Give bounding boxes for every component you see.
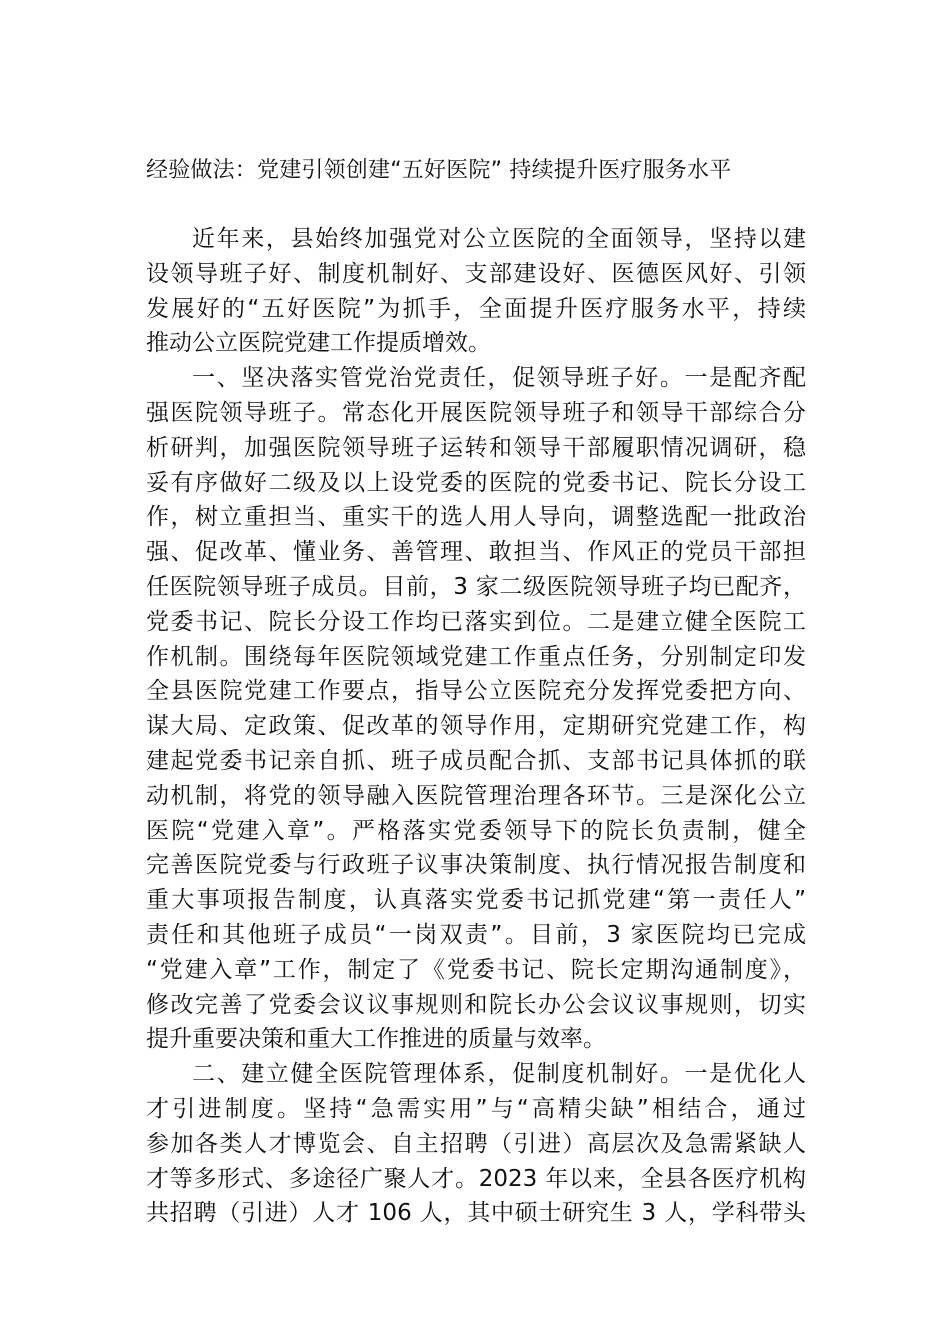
text-line: 医院“党建入章”。严格落实党委领导下的院长负责制，健全 bbox=[146, 817, 806, 844]
text-line: 发展好的“五好医院”为抓手，全面提升医疗服务水平，持续 bbox=[146, 295, 806, 322]
text-line: 参加各类人才博览会、自主招聘（引进）高层次及急需紧缺人 bbox=[146, 1130, 806, 1157]
document-body bbox=[146, 222, 806, 1231]
text-line: 责任和其他班子成员“一岗双责”。目前，3 家医院均已完成 bbox=[146, 921, 806, 948]
text-line: 党委书记、院长分设工作均已落实到位。二是建立健全医院工 bbox=[146, 608, 806, 635]
document-title: 经验做法：党建引领创建“五好医院” 持续提升医疗服务水平 bbox=[146, 158, 732, 183]
text-line: 完善医院党委与行政班子议事决策制度、执行情况报告制度和 bbox=[146, 852, 806, 879]
text-line: 作，树立重担当、重实干的选人用人导向，调整选配一批政治 bbox=[146, 504, 806, 531]
text-line: 全县医院党建工作要点，指导公立医院充分发挥党委把方向、 bbox=[146, 678, 806, 705]
text-line: 强、促改革、懂业务、善管理、敢担当、作风正的党员干部担 bbox=[146, 539, 806, 566]
text-line: 强医院领导班子。常态化开展医院领导班子和领导干部综合分 bbox=[146, 399, 806, 426]
text-line: 近年来，县始终加强党对公立医院的全面领导，坚持以建 bbox=[192, 226, 806, 252]
text-line: 才等多形式、多途径广聚人才。2023 年以来，全县各医疗机构 bbox=[146, 1165, 806, 1192]
text-line: 才引进制度。坚持“急需实用”与“高精尖缺”相结合，通过 bbox=[146, 1095, 806, 1122]
text-line: “党建入章”工作，制定了《党委书记、院长定期沟通制度》， bbox=[146, 956, 806, 983]
text-line: 任医院领导班子成员。目前，3 家二级医院领导班子均已配齐， bbox=[146, 573, 806, 600]
text-line: 动机制，将党的领导融入医院管理治理各环节。三是深化公立 bbox=[146, 782, 806, 809]
text-line: 提升重要决策和重大工作推进的质量与效率。 bbox=[146, 1026, 606, 1053]
text-line: 谋大局、定政策、促改革的领导作用，定期研究党建工作，构 bbox=[146, 713, 806, 740]
text-line: 作机制。围绕每年医院领域党建工作重点任务，分别制定印发 bbox=[146, 643, 806, 670]
text-line: 二、建立健全医院管理体系，促制度机制好。一是优化人 bbox=[192, 1061, 806, 1088]
text-line: 修改完善了党委会议议事规则和院长办公会议议事规则，切实 bbox=[146, 991, 806, 1018]
text-line: 推动公立医院党建工作提质增效。 bbox=[146, 330, 491, 357]
text-line: 设领导班子好、制度机制好、支部建设好、医德医风好、引领 bbox=[146, 260, 806, 287]
text-line: 妥有序做好二级及以上设党委的医院的党委书记、院长分设工 bbox=[146, 469, 806, 496]
text-line: 析研判，加强医院领导班子运转和领导干部履职情况调研，稳 bbox=[146, 434, 806, 461]
text-line: 一、坚决落实管党治党责任，促领导班子好。一是配齐配 bbox=[192, 365, 806, 392]
text-line: 建起党委书记亲自抓、班子成员配合抓、支部书记具体抓的联 bbox=[146, 747, 806, 774]
text-line: 共招聘（引进）人才 106 人，其中硕士研究生 3 人，学科带头 bbox=[146, 1200, 806, 1227]
text-line: 重大事项报告制度，认真落实党委书记抓党建“第一责任人” bbox=[146, 887, 806, 914]
